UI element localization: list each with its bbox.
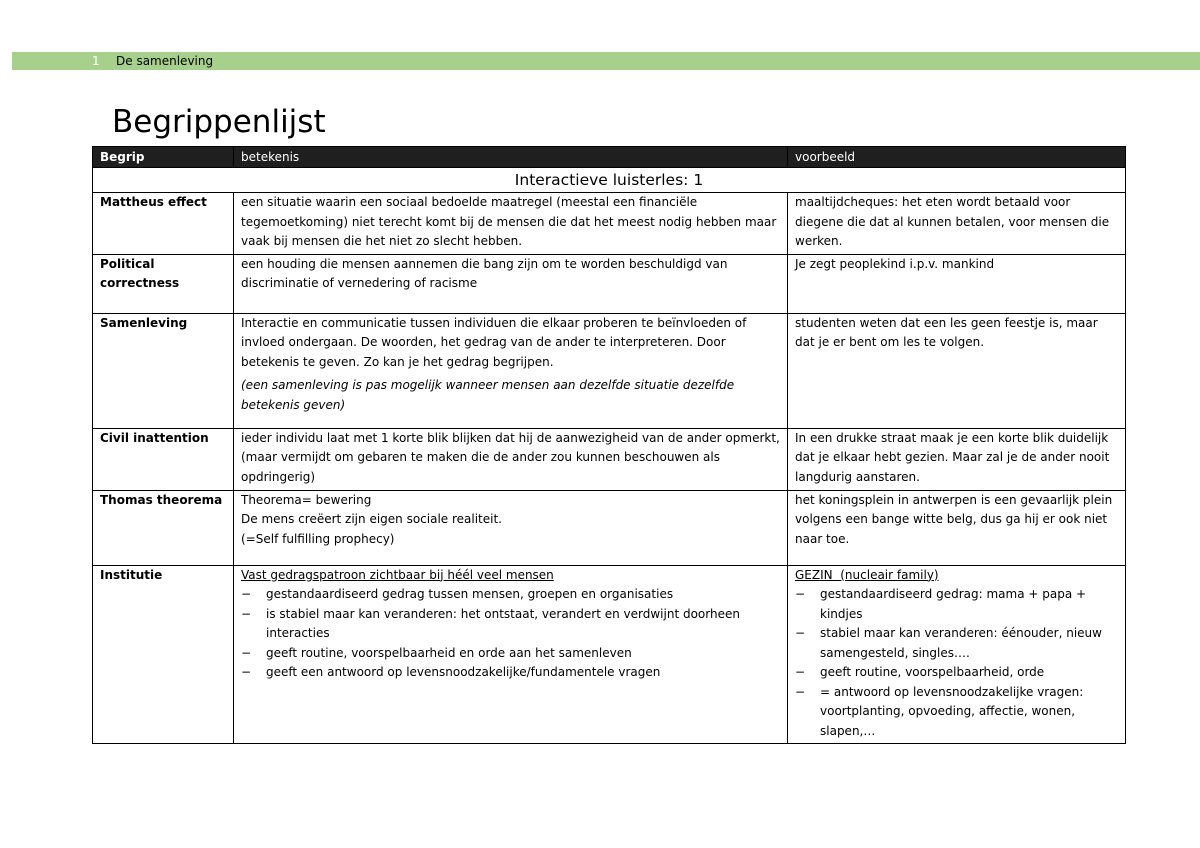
term-cell: Civil inattention xyxy=(93,428,234,490)
example-cell: het koningsplein in antwerpen is een gevaarlijk plein volgens een bange witte belg, dus ga hij er ook niet naar toe. xyxy=(788,490,1126,565)
meaning-cell: ieder individu laat met 1 korte blik blijken dat hij de aanwezigheid van de ander opmerkt, (maar vermijdt om gebaren te maken die de ander zou kunnen beschouwen als opdringerig) xyxy=(234,428,788,490)
column-header-term: Begrip xyxy=(93,147,234,168)
document-title: Begrippenlijst xyxy=(112,104,326,140)
meaning-cell: een situatie waarin een sociaal bedoelde maatregel (meestal een financiële tegemoetkoming) niet terecht komt bij de mensen die dat het meest nodig hebben maar vaak bij mensen die het niet zo slecht hebben. xyxy=(234,193,788,255)
meaning-list xyxy=(241,585,781,683)
list-item: − gestandaardiseerd gedrag tussen mensen, groepen en organisaties xyxy=(241,585,781,605)
page-number: 1 xyxy=(92,54,100,68)
column-header-meaning: betekenis xyxy=(234,147,788,168)
table-row xyxy=(93,254,1126,313)
example-cell: studenten weten dat een les geen feestje is, maar dat je er bent om les te volgen. xyxy=(788,313,1126,428)
section-row xyxy=(93,168,1126,193)
table-row xyxy=(93,193,1126,255)
list-item: − geeft routine, voorspelbaarheid, orde xyxy=(795,663,1119,683)
meaning-line: Theorema= bewering xyxy=(241,492,372,507)
table-row xyxy=(93,490,1126,565)
term-cell: Mattheus effect xyxy=(93,193,234,255)
meaning-text: Interactie en communicatie tussen individuen die elkaar proberen te beïnvloeden of invloed ondergaan. De woorden, het gedrag van de ander te interpreteren. Door betekenis te geven. Zo kan je het gedrag begrijpen. xyxy=(241,315,747,369)
example-cell xyxy=(788,565,1126,744)
list-item: − stabiel maar kan veranderen: éénouder, nieuw samengesteld, singles…. xyxy=(795,624,1119,663)
term-cell: Political correctness xyxy=(93,254,234,313)
meaning-cell xyxy=(234,490,788,565)
term-cell: Thomas theorema xyxy=(93,490,234,565)
meaning-cell: een houding die mensen aannemen die bang zijn om te worden beschuldigd van discriminatie of vernedering of racisme xyxy=(234,254,788,313)
meaning-cell xyxy=(234,313,788,428)
table-row xyxy=(93,428,1126,490)
meaning-heading: Vast gedragspatroon zichtbaar bij héél veel mensen xyxy=(241,567,554,582)
list-item: − gestandaardiseerd gedrag: mama + papa + kindjes xyxy=(795,585,1119,624)
example-cell: In een drukke straat maak je een korte blik duidelijk dat je elkaar hebt gezien. Maar zal je de ander nooit langdurig aanstaren. xyxy=(788,428,1126,490)
example-list xyxy=(795,585,1119,741)
column-header-example: voorbeeld xyxy=(788,147,1126,168)
meaning-line: De mens creëert zijn eigen sociale realiteit. xyxy=(241,512,502,526)
list-item: − geeft een antwoord op levensnoodzakelijke/fundamentele vragen xyxy=(241,663,781,683)
section-title: Interactieve luisterles: 1 xyxy=(93,168,1126,193)
list-item: − = antwoord op levensnoodzakelijke vragen: voortplanting, opvoeding, affectie, wonen, slapen,… xyxy=(795,683,1119,742)
table-row xyxy=(93,313,1126,428)
table-row xyxy=(93,565,1126,744)
example-heading: GEZIN (nucleair family) xyxy=(795,567,939,582)
page-header-bar xyxy=(12,52,1200,70)
terms-table xyxy=(92,146,1126,744)
meaning-cell xyxy=(234,565,788,744)
list-item: − is stabiel maar kan veranderen: het ontstaat, verandert en verdwijnt doorheen interacties xyxy=(241,605,781,644)
meaning-line: (=Self fulfilling prophecy) xyxy=(241,531,395,546)
term-cell: Samenleving xyxy=(93,313,234,428)
example-cell: Je zegt peoplekind i.p.v. mankind xyxy=(788,254,1126,313)
list-item: − geeft routine, voorspelbaarheid en orde aan het samenleven xyxy=(241,644,781,664)
term-cell: Institutie xyxy=(93,565,234,744)
example-cell: maaltijdcheques: het eten wordt betaald voor diegene die dat al kunnen betalen, voor mensen die werken. xyxy=(788,193,1126,255)
chapter-title: De samenleving xyxy=(116,54,214,68)
meaning-note: (een samenleving is pas mogelijk wanneer mensen aan dezelfde situatie dezelfde betekenis geven) xyxy=(241,378,735,412)
table-header-row xyxy=(93,147,1126,168)
